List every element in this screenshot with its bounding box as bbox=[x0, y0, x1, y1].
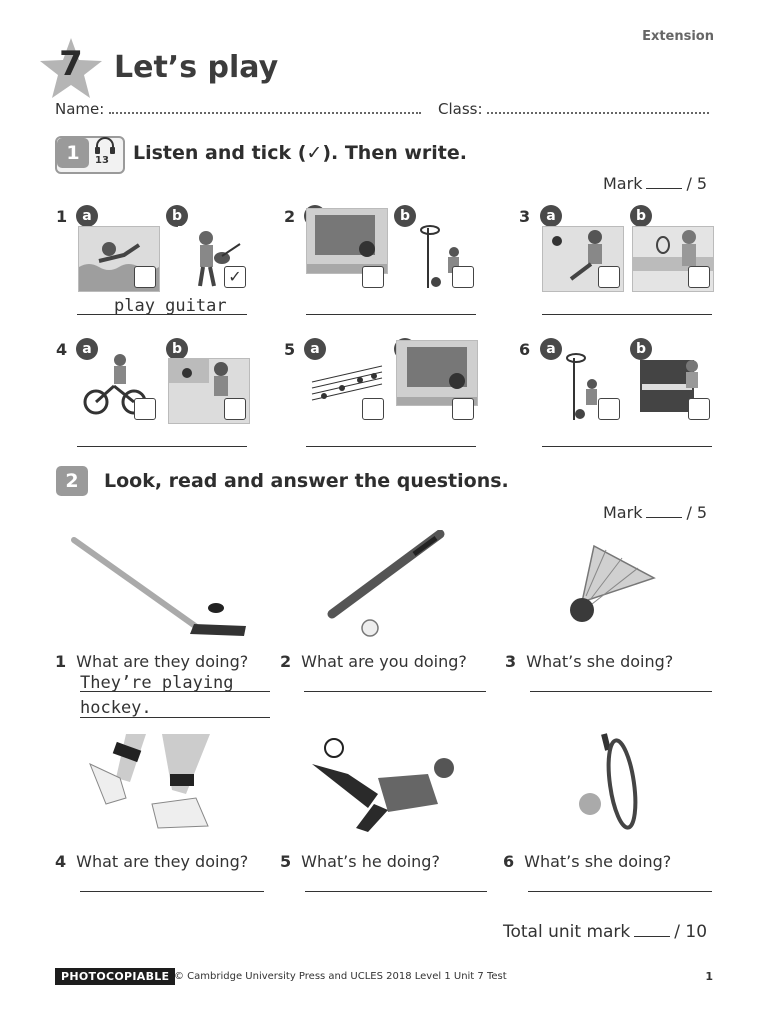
question-6: 6 What’s she doing? bbox=[503, 852, 672, 871]
tick-box[interactable] bbox=[688, 398, 710, 420]
tick-box[interactable] bbox=[362, 398, 384, 420]
option-a-badge: a bbox=[76, 205, 98, 227]
class-label: Class: bbox=[438, 100, 483, 118]
option-a-badge: a bbox=[76, 338, 98, 360]
handwritten-answer: play guitar bbox=[114, 296, 227, 316]
exercise-2-instruction: Look, read and answer the questions. bbox=[104, 470, 509, 492]
name-label: Name: bbox=[55, 100, 105, 118]
answer-line[interactable] bbox=[80, 690, 270, 692]
mark-blank[interactable] bbox=[646, 516, 682, 518]
question-1: 1 What are they doing? bbox=[55, 652, 249, 671]
question-3: 3 What’s she doing? bbox=[505, 652, 674, 671]
option-b-badge: b bbox=[394, 205, 416, 227]
total-unit-mark: Total unit mark / 10 bbox=[503, 922, 708, 942]
question-4: 4 What are they doing? bbox=[55, 852, 249, 871]
shuttlecock-picture bbox=[566, 540, 658, 628]
hockey-stick-picture bbox=[70, 536, 250, 642]
tick-box[interactable] bbox=[134, 398, 156, 420]
running-feet-picture bbox=[86, 734, 216, 834]
exercise-1-mark: Mark / 5 bbox=[603, 174, 708, 193]
handwritten-answer-line-1: They’re playing bbox=[80, 673, 234, 693]
ex1-item-number: 3 bbox=[519, 207, 531, 226]
answer-line[interactable] bbox=[306, 445, 476, 447]
tick-box[interactable] bbox=[362, 266, 384, 288]
handwritten-answer-line-2: hockey. bbox=[80, 698, 152, 718]
tick-box[interactable] bbox=[688, 266, 710, 288]
video-game-picture bbox=[306, 208, 388, 274]
video-game-picture bbox=[396, 340, 478, 406]
tick-box[interactable] bbox=[598, 266, 620, 288]
option-a-badge: a bbox=[304, 338, 326, 360]
tick-box[interactable] bbox=[452, 398, 474, 420]
mark-blank[interactable] bbox=[646, 187, 682, 189]
class-dotted-line bbox=[487, 100, 709, 114]
exercise-2-number: 2 bbox=[56, 466, 88, 496]
name-dotted-line bbox=[109, 100, 421, 114]
question-5: 5 What’s he doing? bbox=[280, 852, 440, 871]
name-field[interactable] bbox=[55, 100, 421, 118]
question-2: 2 What are you doing? bbox=[280, 652, 467, 671]
photocopiable-badge: PHOTOCOPIABLE bbox=[55, 968, 175, 985]
tick-box[interactable] bbox=[224, 398, 246, 420]
answer-line[interactable] bbox=[77, 445, 247, 447]
page-title: Let’s play bbox=[114, 50, 279, 85]
total-mark-blank[interactable] bbox=[634, 935, 670, 937]
exercise-1-number: 1 bbox=[57, 138, 89, 168]
tick-box[interactable] bbox=[134, 266, 156, 288]
answer-line[interactable] bbox=[542, 445, 712, 447]
ex1-item-number: 1 bbox=[56, 207, 68, 226]
option-a-badge: a bbox=[540, 338, 562, 360]
ex1-item-number: 4 bbox=[56, 340, 68, 359]
option-b-badge: b bbox=[630, 338, 652, 360]
option-b-badge: b bbox=[166, 205, 188, 227]
headphones-icon bbox=[94, 137, 116, 155]
answer-line[interactable] bbox=[528, 890, 712, 892]
page-number: 1 bbox=[705, 970, 713, 983]
copyright-text: © Cambridge University Press and UCLES 2018 Level 1 Unit 7 Test bbox=[174, 971, 507, 982]
unit-number: 7 bbox=[59, 44, 83, 84]
option-a-badge: a bbox=[540, 205, 562, 227]
ex1-item-number: 2 bbox=[284, 207, 296, 226]
class-field[interactable] bbox=[438, 100, 709, 118]
tennis-racket-picture bbox=[574, 730, 646, 834]
exercise-2-mark: Mark / 5 bbox=[603, 503, 708, 522]
section-label: Extension bbox=[642, 29, 714, 44]
option-b-badge: b bbox=[166, 338, 188, 360]
option-b-badge: b bbox=[630, 205, 652, 227]
tick-box-checked[interactable]: ✓ bbox=[224, 266, 246, 288]
answer-line[interactable] bbox=[530, 690, 712, 692]
answer-line[interactable] bbox=[305, 890, 487, 892]
ex1-item-number: 5 bbox=[284, 340, 296, 359]
answer-line[interactable] bbox=[80, 716, 270, 718]
baseball-bat-picture bbox=[324, 530, 448, 640]
exercise-1-instruction: Listen and tick (✓). Then write. bbox=[133, 142, 467, 164]
answer-line[interactable] bbox=[542, 313, 712, 315]
tick-box[interactable] bbox=[598, 398, 620, 420]
answer-line[interactable] bbox=[306, 313, 476, 315]
football-kick-picture bbox=[308, 738, 460, 834]
tick-box[interactable] bbox=[452, 266, 474, 288]
audio-track-number: 13 bbox=[95, 155, 109, 166]
answer-line[interactable] bbox=[304, 690, 486, 692]
answer-line[interactable] bbox=[80, 890, 264, 892]
ex1-item-number: 6 bbox=[519, 340, 531, 359]
